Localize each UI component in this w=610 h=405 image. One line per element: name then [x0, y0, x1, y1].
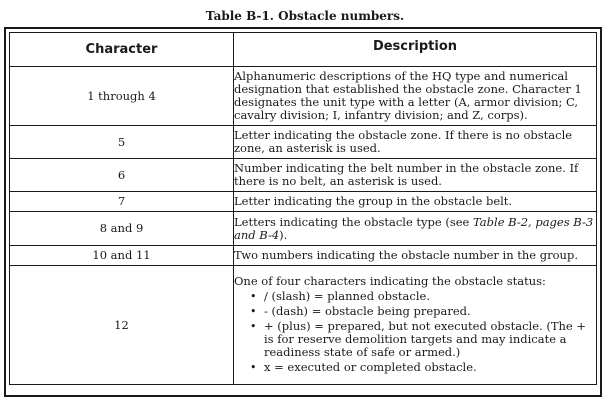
description-column-header: Description [234, 33, 597, 67]
list-item: • + (plus) = prepared, but not executed obstacle. (The + is for reserve demolition targets and may indicate a readiness state of safe or armed.) [250, 318, 587, 359]
bullet-icon: • [250, 319, 257, 333]
list-item: • - (dash) = obstacle being prepared. [250, 303, 471, 318]
character-cell: 5 [10, 126, 234, 159]
table-row [10, 212, 597, 246]
table-row [10, 126, 597, 159]
character-cell: 6 [10, 159, 234, 192]
table-row [10, 192, 597, 212]
bullet-icon: • [250, 304, 257, 318]
character-cell: 8 and 9 [10, 212, 234, 246]
description-cell: One of four characters indicating the obstacle status: • / (slash) = planned obstacle. • - (dash) = obstacle being prepared. • + (plus) = prepared, but not executed obstacle. (The + is for reserve demolition targets and may indicate a readiness state of safe or armed.) • x = executed or completed obstacle. [234, 266, 597, 385]
description-cell: Letter indicating the group in the obstacle belt. [234, 192, 597, 212]
table-header-row [10, 33, 597, 67]
obstacle-status-list [234, 290, 596, 374]
table-row [10, 266, 597, 385]
table-row [10, 159, 597, 192]
description-cell [234, 212, 597, 246]
bullet-icon: • [250, 360, 257, 374]
list-item: • x = executed or completed obstacle. [250, 359, 477, 374]
table-row [10, 67, 597, 126]
character-cell: 7 [10, 192, 234, 212]
description-cell: Two numbers indicating the obstacle number in the group. [234, 246, 597, 266]
description-text-suffix: ). [279, 227, 288, 242]
table-row [10, 246, 597, 266]
description-text: Letters indicating the obstacle type (see [234, 214, 474, 229]
bullet-icon: • [250, 289, 257, 303]
description-cell: Number indicating the belt number in the obstacle zone. If there is no belt, an asterisk is used. [234, 159, 597, 192]
description-cell: Letter indicating the obstacle zone. If there is no obstacle zone, an asterisk is used. [234, 126, 597, 159]
table-reference-link-text: Table B-2, pages B-3 and B-4 [234, 214, 594, 242]
character-cell: 12 [10, 266, 234, 385]
table-title: Table B-1. Obstacle numbers. [205, 9, 405, 23]
character-column-header: Character [10, 33, 234, 67]
obstacle-numbers-table [9, 32, 597, 385]
character-cell: 10 and 11 [10, 246, 234, 266]
description-cell: Alphanumeric descriptions of the HQ type and numerical designation that established the obstacle zone. Character 1 designates the unit type with a letter (A, armor division; C, cavalry division; I, infantry division; and Z, corps). [234, 67, 597, 126]
character-cell: 1 through 4 [10, 67, 234, 126]
list-item: • / (slash) = planned obstacle. [250, 288, 430, 303]
